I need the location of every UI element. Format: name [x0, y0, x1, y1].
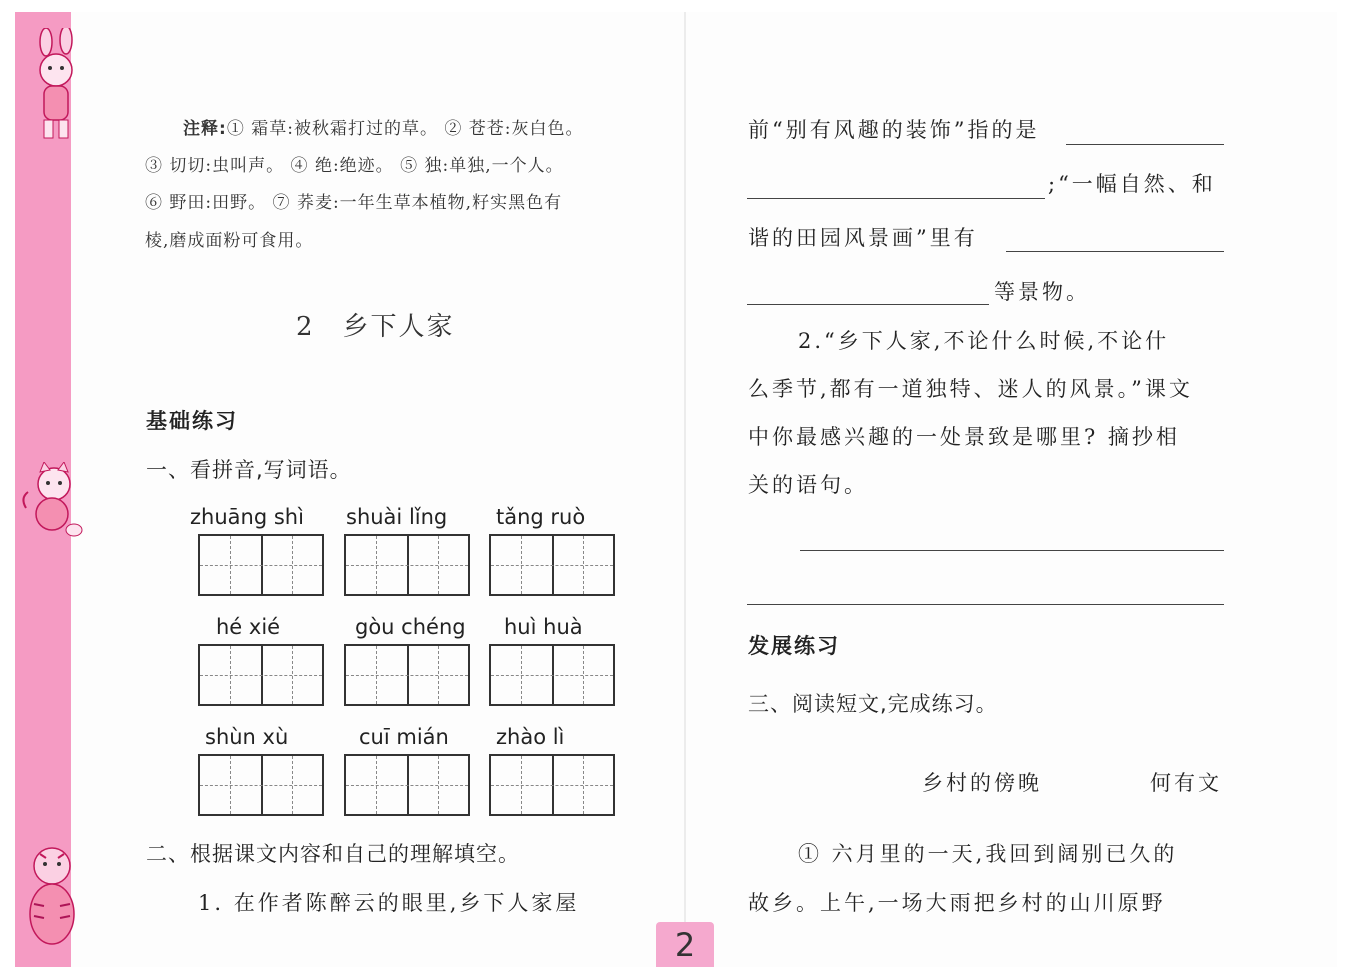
writing-grid[interactable]	[489, 644, 615, 706]
writing-grid[interactable]	[198, 534, 324, 596]
pinyin-label: cuī mián	[359, 725, 449, 749]
pinyin-label: shùn xù	[205, 725, 289, 749]
q2-2-line-3: 中你最感兴趣的一处景致是哪里? 摘抄相	[748, 425, 1180, 449]
q2-1-continued-line-1: 前“别有风趣的装饰”指的是	[748, 118, 1040, 142]
note-line-2: ③ 切切:虫叫声。 ④ 绝:绝迹。 ⑤ 独:单独,一个人。	[145, 156, 564, 176]
pinyin-label: huì huà	[504, 615, 583, 639]
pinyin-label: gòu chéng	[355, 615, 466, 639]
answer-line[interactable]	[800, 550, 1224, 551]
book-gutter	[684, 12, 686, 967]
q2-2-line-2: 么季节,都有一道独特、迷人的风景。”课文	[748, 377, 1193, 401]
pinyin-label: zhào lì	[496, 725, 565, 749]
writing-grid[interactable]	[198, 644, 324, 706]
pinyin-label: shuài lǐng	[346, 505, 448, 529]
rabbit-mascot-icon	[24, 28, 88, 146]
pinyin-label: hé xié	[216, 615, 281, 639]
writing-grid[interactable]	[198, 754, 324, 816]
question-1-heading: 一、看拼音,写词语。	[146, 458, 352, 482]
answer-blank[interactable]	[747, 198, 1045, 199]
writing-grid[interactable]	[489, 534, 615, 596]
article-paragraph-1-line-1: ① 六月里的一天,我回到阔别已久的	[798, 842, 1178, 866]
cat-mascot-icon	[18, 462, 86, 542]
note-line-3: ⑥ 野田:田野。 ⑦ 荞麦:一年生草本植物,籽实黑色有	[145, 193, 563, 213]
lesson-title: 2 乡下人家	[296, 312, 455, 342]
note-line-1: 注释:① 霜草:被秋霜打过的草。 ② 苍苍:灰白色。	[183, 119, 584, 139]
answer-line[interactable]	[747, 604, 1224, 605]
writing-grid[interactable]	[344, 754, 470, 816]
article-paragraph-1-line-2: 故乡。上午,一场大雨把乡村的山川原野	[748, 891, 1166, 915]
pinyin-label: zhuāng shì	[190, 505, 304, 529]
q2-2-line-1: 2.“乡下人家,不论什么时候,不论什	[798, 329, 1170, 353]
q2-1-continued-line-3: 谐的田园风景画”里有	[748, 226, 978, 250]
question-2-1-text: 1. 在作者陈醉云的眼里,乡下人家屋	[198, 891, 580, 915]
question-3-heading: 三、阅读短文,完成练习。	[748, 692, 998, 716]
q2-2-line-4: 关的语句。	[748, 473, 868, 497]
answer-blank[interactable]	[1066, 144, 1224, 145]
writing-grid[interactable]	[344, 644, 470, 706]
q2-1-continued-line-2: ;“一幅自然、和	[1048, 172, 1216, 196]
writing-grid[interactable]	[489, 754, 615, 816]
q2-1-continued-line-4: 等景物。	[994, 280, 1090, 304]
tiger-mascot-icon	[20, 836, 84, 964]
pinyin-label: tǎng ruò	[496, 505, 586, 529]
note-line-4: 棱,磨成面粉可食用。	[145, 231, 314, 251]
question-2-heading: 二、根据课文内容和自己的理解填空。	[146, 842, 520, 866]
answer-blank[interactable]	[747, 304, 989, 305]
article-author: 何有文	[1150, 771, 1222, 795]
section-basic-heading: 基础练习	[146, 409, 238, 433]
section-development-heading: 发展练习	[748, 634, 840, 658]
page-number: 2	[656, 922, 714, 967]
article-title: 乡村的傍晚	[922, 771, 1042, 795]
answer-blank[interactable]	[1006, 251, 1224, 252]
writing-grid[interactable]	[344, 534, 470, 596]
